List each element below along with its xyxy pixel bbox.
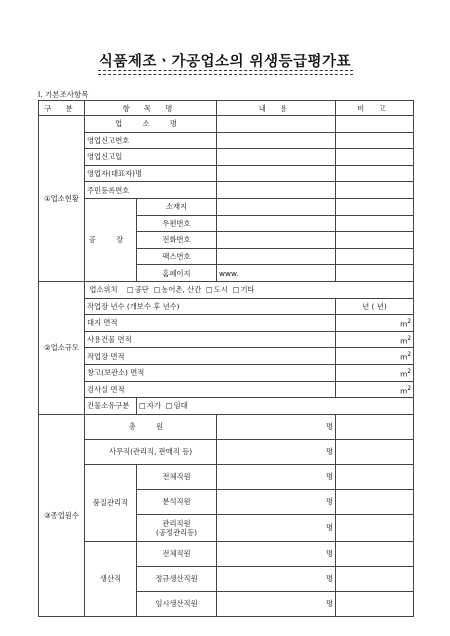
area-label: 사용건물 면적 — [85, 331, 336, 348]
table-row — [39, 348, 414, 365]
value-cell[interactable] — [217, 149, 336, 166]
checkbox-industrial[interactable]: □ 공단 — [127, 285, 149, 294]
table-header-row — [39, 101, 414, 116]
quality-label: 품질관리직 — [85, 464, 137, 541]
ownership-label: 건물소유구분 — [85, 398, 137, 415]
remarks-cell[interactable] — [336, 182, 414, 199]
row-label: 영업자(대표자)명 — [85, 165, 217, 182]
remarks-cell[interactable] — [336, 265, 414, 282]
row-label: 관리직원 (공정관리등) — [137, 514, 217, 541]
checkbox-leased[interactable]: □ 임대 — [166, 401, 188, 410]
checkbox-other[interactable]: □ 기타 — [233, 285, 255, 294]
row-label: 임시생산직원 — [137, 591, 217, 616]
value-cell[interactable] — [217, 116, 336, 133]
row-label: 전체직원 — [137, 541, 217, 566]
count-value[interactable]: 명 — [217, 566, 336, 591]
count-value[interactable]: 명 — [217, 541, 336, 566]
table-row — [39, 182, 414, 199]
table-row — [39, 381, 414, 398]
production-label: 생산직 — [85, 541, 137, 616]
checkbox-rural[interactable]: □ 농어촌, 산간 — [153, 285, 201, 294]
remarks-cell[interactable] — [336, 566, 414, 591]
remarks-cell[interactable] — [336, 198, 414, 215]
table-row — [39, 198, 414, 215]
count-value[interactable]: 명 — [217, 464, 336, 489]
remarks-cell[interactable] — [336, 132, 414, 149]
years-label: 작업장 년수 (개보수 후 년수) — [85, 298, 336, 315]
row-label: 분석직원 — [137, 489, 217, 514]
title-underline — [98, 70, 353, 75]
value-cell[interactable] — [217, 165, 336, 182]
value-cell[interactable] — [217, 198, 336, 215]
table-row — [39, 132, 414, 149]
count-value[interactable]: 명 — [217, 414, 336, 439]
group-business-scale: ②업소규모 — [39, 281, 85, 414]
remarks-cell[interactable] — [336, 232, 414, 249]
remarks-cell[interactable] — [336, 248, 414, 265]
remarks-cell[interactable] — [336, 464, 414, 489]
table-row — [39, 281, 414, 298]
table-row — [39, 165, 414, 182]
area-label: 창고(보관소) 면적 — [85, 364, 336, 381]
checkbox-urban[interactable]: □ 도시 — [206, 285, 228, 294]
remarks-cell[interactable] — [336, 541, 414, 566]
row-label: 사무직(관리직, 판매직 등) — [85, 439, 217, 464]
table-row — [39, 331, 414, 348]
remarks-cell[interactable] — [336, 439, 414, 464]
homepage-value[interactable]: www. — [217, 265, 336, 282]
row-label: 우편번호 — [137, 215, 217, 232]
area-label: 대지 면적 — [85, 315, 336, 332]
document-title: 식품제조ㆍ가공업소의 위생등급평가표 — [98, 53, 352, 70]
value-cell[interactable] — [217, 215, 336, 232]
remarks-cell[interactable] — [336, 514, 414, 541]
remarks-cell[interactable] — [336, 149, 414, 166]
area-value[interactable]: $m^2$ — [336, 364, 414, 381]
years-value[interactable]: 년 ( 년) — [336, 298, 414, 315]
table-row — [39, 414, 414, 439]
count-value[interactable]: 명 — [217, 489, 336, 514]
count-value[interactable]: 명 — [217, 514, 336, 541]
group-business-status: ①업소현황 — [39, 116, 85, 282]
table-row — [39, 364, 414, 381]
area-value[interactable]: $m^2$ — [336, 381, 414, 398]
table-row — [39, 116, 414, 133]
area-value[interactable]: $m^2$ — [336, 348, 414, 365]
value-cell[interactable] — [217, 232, 336, 249]
remarks-cell[interactable] — [336, 489, 414, 514]
group-employees: ③종업원수 — [39, 414, 85, 616]
header-remarks: 비 고 — [336, 101, 414, 116]
remarks-cell[interactable] — [336, 414, 414, 439]
section-heading: Ⅰ. 기본조사항목 — [38, 90, 89, 99]
row-label: 팩스번호 — [137, 248, 217, 265]
value-cell[interactable] — [217, 248, 336, 265]
factory-label: 공 장 — [85, 198, 137, 281]
table-row — [39, 541, 414, 566]
table-row — [39, 398, 414, 415]
row-label: 전화번호 — [137, 232, 217, 249]
remarks-cell[interactable] — [336, 591, 414, 616]
checkbox-owned[interactable]: □ 자가 — [139, 401, 161, 410]
row-label: 총 원 — [85, 414, 217, 439]
remarks-cell[interactable] — [336, 215, 414, 232]
row-label: 소재지 — [137, 198, 217, 215]
location-label: 업소위치 — [89, 285, 118, 295]
location-row — [85, 281, 414, 298]
row-label: 영업신고일 — [85, 149, 217, 166]
area-value[interactable]: $m^2$ — [336, 315, 414, 332]
row-label: 홈페이지 — [137, 265, 217, 282]
remarks-cell[interactable] — [336, 116, 414, 133]
count-value[interactable]: 명 — [217, 591, 336, 616]
row-label: 업 소 명 — [85, 116, 217, 133]
count-value[interactable]: 명 — [217, 439, 336, 464]
ownership-options — [137, 398, 414, 415]
row-label: 전체직원 — [137, 464, 217, 489]
row-label: 주민등록번호 — [85, 182, 217, 199]
row-label: 정규생산직원 — [137, 566, 217, 591]
value-cell[interactable] — [217, 182, 336, 199]
table-row — [39, 298, 414, 315]
evaluation-table — [38, 100, 414, 617]
area-label: 작업장 면적 — [85, 348, 336, 365]
table-row — [39, 464, 414, 489]
header-content: 내 용 — [217, 101, 336, 116]
header-item: 항 목 명 — [85, 101, 217, 116]
remarks-cell[interactable] — [336, 165, 414, 182]
table-row — [39, 439, 414, 464]
table-row — [39, 149, 414, 166]
value-cell[interactable] — [217, 132, 336, 149]
table-row — [39, 315, 414, 332]
area-label: 검사실 면적 — [85, 381, 336, 398]
row-label: 영업신고번호 — [85, 132, 217, 149]
header-category: 구 분 — [39, 101, 85, 116]
area-value[interactable]: $m^2$ — [336, 331, 414, 348]
